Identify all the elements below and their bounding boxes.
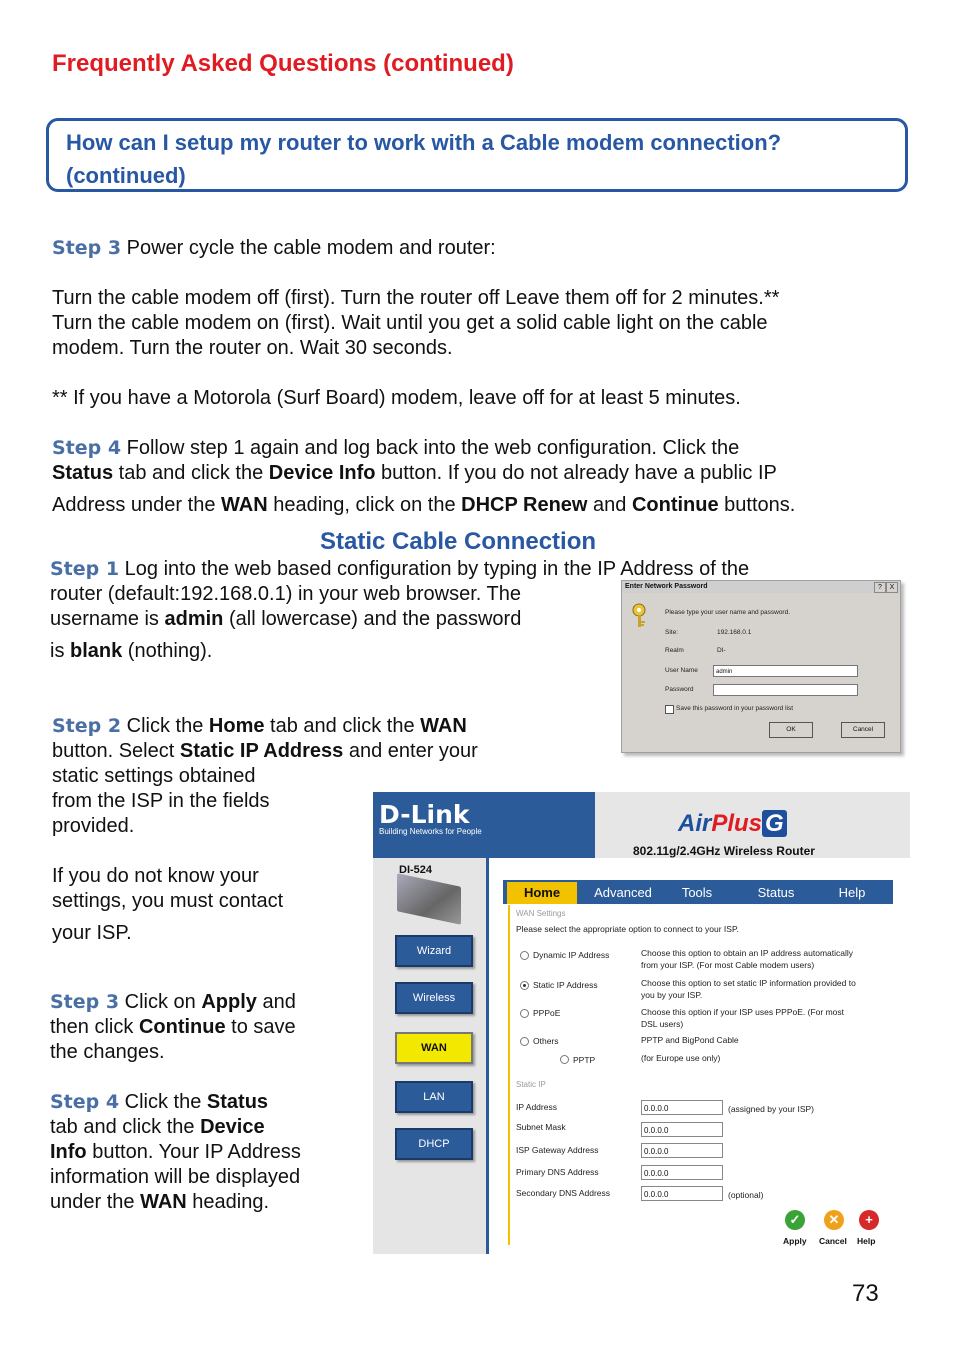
cable-step4 bbox=[52, 436, 912, 518]
option-dynamic-desc-2: from your ISP. (For most Cable modem users) bbox=[641, 960, 815, 970]
tab-advanced[interactable]: Advanced bbox=[594, 885, 652, 900]
help-icon[interactable]: + bbox=[859, 1210, 879, 1230]
primary-dns-input[interactable]: 0.0.0.0 bbox=[641, 1165, 723, 1180]
option-others-desc: PPTP and BigPond Cable bbox=[641, 1035, 739, 1045]
step-label: Step 4 bbox=[52, 437, 122, 459]
step-text: (nothing). bbox=[122, 640, 213, 662]
bold-term: Device Info bbox=[268, 462, 376, 484]
bold-term: Continue bbox=[631, 494, 719, 516]
save-password-label: Save this password in your password list bbox=[676, 705, 794, 712]
step-label: Step 3 bbox=[50, 991, 120, 1013]
nav-wan[interactable]: WAN bbox=[395, 1032, 473, 1064]
username-label: User Name bbox=[665, 667, 698, 674]
site-value: 192.168.0.1 bbox=[717, 629, 752, 636]
page-number: 73 bbox=[852, 1280, 879, 1307]
step-text: Click the bbox=[121, 715, 209, 737]
step-text: information will be displayed bbox=[50, 1166, 301, 1188]
option-pptp-desc: (for Europe use only) bbox=[641, 1053, 721, 1063]
step-text: username is bbox=[50, 608, 165, 630]
realm-label: Realm bbox=[665, 647, 684, 654]
step-text: Click the bbox=[119, 1091, 207, 1113]
step-text: settings, you must contact bbox=[52, 890, 284, 912]
radio-pptp[interactable] bbox=[560, 1055, 569, 1064]
logo-plus: Plus bbox=[711, 810, 763, 837]
step-text: buttons. bbox=[718, 494, 796, 516]
realm-value: DI- bbox=[717, 647, 726, 654]
bold-term: WAN bbox=[221, 494, 268, 516]
option-pptp: PPTP bbox=[573, 1055, 596, 1065]
bold-term: Static IP Address bbox=[179, 740, 344, 762]
bold-term: Apply bbox=[201, 991, 257, 1013]
router-model: DI-524 bbox=[399, 864, 433, 876]
nav-wireless[interactable]: Wireless bbox=[395, 982, 473, 1014]
step-text: Log into the web based configuration by typing in the IP Address of the bbox=[119, 558, 750, 580]
bold-term: admin bbox=[164, 608, 224, 630]
help-icon: ? bbox=[874, 582, 886, 593]
motorola-note: ** If you have a Motorola (Surf Board) modem, leave off for at least 5 minutes. bbox=[52, 387, 741, 409]
static-step2-note bbox=[52, 864, 283, 946]
apply-icon[interactable]: ✓ bbox=[785, 1210, 805, 1230]
cancel-icon[interactable]: ✕ bbox=[824, 1210, 844, 1230]
save-password-checkbox[interactable] bbox=[665, 705, 674, 714]
close-icon: X bbox=[886, 582, 898, 593]
static-ip-section: Static IP bbox=[516, 1080, 546, 1089]
step-text: provided. bbox=[52, 815, 135, 837]
nav-lan[interactable]: LAN bbox=[395, 1081, 473, 1113]
step-text: the changes. bbox=[50, 1041, 165, 1063]
step-text: tab and click the bbox=[264, 715, 421, 737]
dlink-tagline: Building Networks for People bbox=[379, 827, 482, 836]
step-text: under the bbox=[50, 1191, 141, 1213]
option-pppoe-desc-2: DSL users) bbox=[641, 1019, 684, 1029]
static-step1-rest bbox=[50, 582, 521, 664]
step-text: Power cycle the cable modem and router: bbox=[121, 237, 496, 259]
nav-dhcp[interactable]: DHCP bbox=[395, 1128, 473, 1160]
tab-help[interactable]: Help bbox=[838, 885, 866, 900]
paragraph-line: Turn the cable modem on (first). Wait until you get a solid cable light on the cable bbox=[52, 312, 768, 334]
step-label: Step 4 bbox=[50, 1091, 120, 1113]
gateway-label: ISP Gateway Address bbox=[516, 1145, 599, 1155]
bold-term: blank bbox=[70, 640, 123, 662]
static-step1-line1 bbox=[50, 557, 749, 582]
static-step3 bbox=[50, 990, 296, 1065]
key-icon bbox=[630, 603, 648, 629]
step-text: button. Select bbox=[52, 740, 180, 762]
static-step4 bbox=[50, 1090, 301, 1215]
cancel-button[interactable]: Cancel bbox=[841, 722, 885, 738]
step-text: and enter your bbox=[343, 740, 478, 762]
dlink-logo: D-Link bbox=[379, 800, 470, 829]
step-text: (all lowercase) and the password bbox=[223, 608, 522, 630]
radio-dynamic[interactable] bbox=[520, 951, 529, 960]
bold-term: WAN bbox=[140, 1191, 187, 1213]
step-text: router (default:192.168.0.1) in your web browser. The bbox=[50, 583, 522, 605]
bold-term: Status bbox=[206, 1091, 269, 1113]
secondary-dns-input[interactable]: 0.0.0.0 bbox=[641, 1186, 723, 1201]
option-static: Static IP Address bbox=[533, 980, 598, 990]
bold-term: Info bbox=[50, 1141, 87, 1163]
bold-term: DHCP Renew bbox=[461, 494, 588, 516]
username-input[interactable]: admin bbox=[713, 665, 858, 677]
section-title: WAN Settings bbox=[516, 909, 566, 918]
step-text: your ISP. bbox=[52, 922, 132, 944]
option-others: Others bbox=[533, 1036, 559, 1046]
password-input[interactable] bbox=[713, 684, 858, 696]
step-text: Click on bbox=[119, 991, 202, 1013]
step-text: Follow step 1 again and log back into the web configuration. Click the bbox=[121, 437, 740, 459]
step-text: tab and click the bbox=[113, 462, 269, 484]
ip-address-label: IP Address bbox=[516, 1102, 557, 1112]
step-text: Address under the bbox=[52, 494, 221, 516]
router-band: 802.11g/2.4GHz Wireless Router bbox=[633, 844, 815, 858]
step-text: If you do not know your bbox=[52, 865, 259, 887]
cancel-label: Cancel bbox=[819, 1236, 847, 1246]
paragraph-line: modem. Turn the router on. Wait 30 seconds. bbox=[52, 337, 453, 359]
step-text: heading, click on the bbox=[267, 494, 462, 516]
question-line-2: (continued) bbox=[66, 163, 186, 188]
option-static-desc-2: you by your ISP. bbox=[641, 990, 703, 1000]
logo-g: G bbox=[762, 810, 787, 837]
option-pppoe-desc-1: Choose this option if your ISP uses PPPoE. (For most bbox=[641, 1007, 844, 1017]
ip-address-input[interactable]: 0.0.0.0 bbox=[641, 1100, 723, 1115]
nav-wizard[interactable]: Wizard bbox=[395, 935, 473, 967]
step-text: static settings obtained bbox=[52, 765, 256, 787]
radio-static[interactable] bbox=[520, 981, 529, 990]
step-text: to save bbox=[225, 1016, 296, 1038]
radio-pppoe[interactable] bbox=[520, 1009, 529, 1018]
step-text: is bbox=[50, 640, 70, 662]
step-text: button. If you do not already have a public IP bbox=[375, 462, 777, 484]
site-label: Site: bbox=[665, 629, 679, 636]
radio-others[interactable] bbox=[520, 1037, 529, 1046]
secondary-dns-note: (optional) bbox=[728, 1190, 764, 1200]
primary-dns-label: Primary DNS Address bbox=[516, 1167, 599, 1177]
ok-button[interactable]: OK bbox=[769, 722, 813, 738]
step-text: then click bbox=[50, 1016, 139, 1038]
static-heading: Static Cable Connection bbox=[320, 528, 597, 555]
gateway-input[interactable]: 0.0.0.0 bbox=[641, 1143, 723, 1158]
option-static-desc-1: Choose this option to set static IP information provided to bbox=[641, 978, 856, 988]
step-label: Step 1 bbox=[50, 558, 120, 580]
option-dynamic: Dynamic IP Address bbox=[533, 950, 610, 960]
tab-home[interactable]: Home bbox=[507, 882, 577, 904]
ip-address-note: (assigned by your ISP) bbox=[728, 1104, 814, 1114]
tab-tools[interactable]: Tools bbox=[681, 885, 713, 900]
bold-term: Status bbox=[52, 462, 114, 484]
option-dynamic-desc-1: Choose this option to obtain an IP address automatically bbox=[641, 948, 854, 958]
question-line-1: How can I setup my router to work with a Cable modem connection? bbox=[66, 130, 782, 155]
bold-term: Device bbox=[200, 1116, 265, 1138]
password-label: Password bbox=[665, 686, 694, 693]
option-pppoe: PPPoE bbox=[533, 1008, 561, 1018]
subnet-mask-input[interactable]: 0.0.0.0 bbox=[641, 1122, 723, 1137]
step-text: heading. bbox=[186, 1191, 270, 1213]
step-text: button. Your IP Address bbox=[86, 1141, 301, 1163]
power-cycle-paragraph bbox=[52, 286, 779, 361]
login-dialog-screenshot bbox=[621, 580, 901, 753]
apply-label: Apply bbox=[783, 1236, 807, 1246]
dialog-prompt: Please type your user name and password. bbox=[665, 609, 791, 616]
step-label: Step 3 bbox=[52, 237, 122, 259]
question-title bbox=[66, 126, 896, 192]
logo-air: Air bbox=[678, 810, 712, 837]
secondary-dns-label: Secondary DNS Address bbox=[516, 1188, 611, 1198]
router-wan-screenshot bbox=[373, 792, 910, 1254]
page-header: Frequently Asked Questions (continued) bbox=[52, 50, 514, 77]
bold-term: WAN bbox=[420, 715, 467, 737]
subnet-mask-label: Subnet Mask bbox=[516, 1122, 566, 1132]
step-text: and bbox=[587, 494, 632, 516]
tab-status[interactable]: Status bbox=[757, 885, 795, 900]
wan-panel bbox=[508, 905, 895, 1245]
dialog-title: Enter Network Password bbox=[622, 581, 900, 593]
bold-term: Continue bbox=[138, 1016, 226, 1038]
paragraph-line: Turn the cable modem off (first). Turn the router off Leave them off for 2 minutes.** bbox=[52, 287, 780, 309]
step-text: tab and click the bbox=[50, 1116, 201, 1138]
step-text: from the ISP in the fields bbox=[52, 790, 270, 812]
bold-term: Home bbox=[208, 715, 265, 737]
instruction: Please select the appropriate option to connect to your ISP. bbox=[516, 924, 739, 934]
airplus-logo bbox=[678, 810, 787, 838]
step-text: and bbox=[256, 991, 296, 1013]
cable-step3 bbox=[52, 236, 496, 261]
step-label: Step 2 bbox=[52, 715, 122, 737]
help-label: Help bbox=[857, 1236, 876, 1246]
